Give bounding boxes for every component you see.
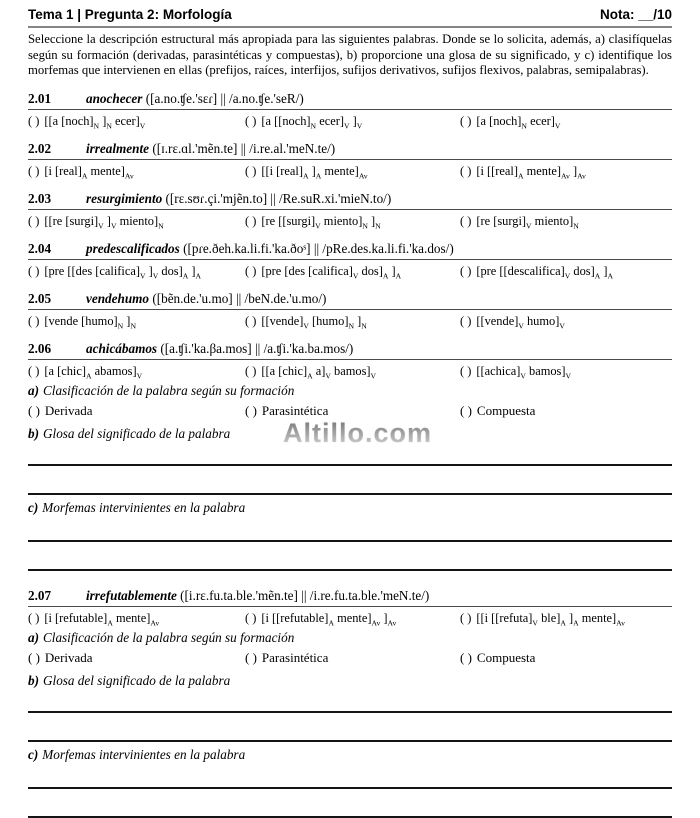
question-transcription: ([bẽn.de.'u.mo] || /beN.de.'u.mo/): [152, 291, 327, 307]
question-header: [28, 141, 672, 160]
option-structure: [pre [des $[califica]_V$ $dos]_A$ ]$_A$: [261, 264, 402, 281]
question-number: 2.05: [28, 291, 52, 307]
subquestion-b-text: Glosa del significado de la palabra: [43, 426, 231, 442]
score-field: Nota: __/10: [599, 7, 672, 22]
radio-placeholder[interactable]: ( ): [460, 264, 472, 279]
radio-placeholder[interactable]: ( ): [245, 611, 257, 626]
radio-placeholder[interactable]: ( ): [245, 164, 257, 179]
radio-placeholder[interactable]: ( ): [245, 264, 257, 279]
option-structure: [[a $[chic]_A$ $a]_V$ $bamos]_V$: [261, 364, 377, 381]
option[interactable]: [245, 610, 460, 627]
option[interactable]: [28, 263, 245, 280]
options-row: [28, 610, 672, 627]
radio-placeholder[interactable]: ( ): [28, 403, 40, 419]
subquestion-c-text: Morfemas intervinientes en la palabra: [42, 500, 246, 516]
question-header: [28, 588, 672, 607]
options-row: [28, 313, 672, 330]
question-header: [28, 91, 672, 110]
options-row: [28, 363, 672, 380]
subquestion-c-207: [28, 747, 672, 763]
classification-label: Derivada: [44, 403, 93, 419]
option[interactable]: [28, 213, 245, 230]
option[interactable]: [245, 213, 460, 230]
classification-label: Parasintética: [261, 650, 329, 666]
question-2-07: [28, 588, 672, 818]
question-header: [28, 191, 672, 210]
option[interactable]: [28, 313, 245, 330]
subquestion-c-206: [28, 500, 672, 516]
option-structure: [vende $[humo]_N$ ]$_N$: [44, 314, 136, 331]
radio-placeholder[interactable]: ( ): [245, 403, 257, 419]
question-word: anochecer: [86, 91, 143, 107]
option-structure: [$[vende]_V$ $humo]_V$: [476, 314, 565, 331]
subquestion-a-text: Clasificación de la palabra según su formación: [43, 630, 295, 646]
question-word: irrealmente: [86, 141, 150, 157]
option[interactable]: [460, 363, 672, 380]
option-structure: [[i $[real]_A$ ]$_A$ $mente]_{Av}$: [261, 164, 368, 181]
radio-placeholder[interactable]: ( ): [28, 164, 40, 179]
option-structure: [i [$[refutable]_A$ $mente]_{Av}$ ]$_{Av}$: [261, 611, 397, 628]
radio-placeholder[interactable]: ( ): [28, 214, 40, 229]
option-structure: [a $[noch]_N$ $ecer]_V$: [476, 114, 561, 131]
instructions-paragraph: Seleccione la descripción estructural más apropiada para las siguientes palabras. Donde se lo solicita, además, a) clasifíquelas según su formación (derivadas, parasintéticas y compuestas), b) proporcione una glosa de su significado, y c) identifique los morfemas que intervienen en ellas (prefijos, raíces, interfijos, sufijos derivativos, sufijos flexivos, palabras, semipalabras).: [28, 32, 672, 78]
options-row: [28, 263, 672, 280]
radio-placeholder[interactable]: ( ): [460, 650, 472, 666]
radio-placeholder[interactable]: ( ): [460, 364, 472, 379]
watermark: Altillo.com: [283, 418, 433, 448]
radio-placeholder[interactable]: ( ): [28, 264, 40, 279]
option[interactable]: [460, 163, 672, 180]
radio-placeholder[interactable]: ( ): [460, 314, 472, 329]
page-title: Tema 1 | Pregunta 2: Morfología: [28, 7, 232, 22]
question-header: [28, 291, 672, 310]
classification-label: Parasintética: [261, 403, 329, 419]
question-header: [28, 341, 672, 360]
classification-label: Compuesta: [476, 403, 536, 419]
options-row: [28, 113, 672, 130]
answer-line[interactable]: [28, 569, 672, 571]
option-structure: [a [$[noch]_N$ $ecer]_V$ ]$_V$: [261, 114, 363, 131]
subquestion-a-label: a): [28, 383, 39, 399]
radio-placeholder[interactable]: ( ): [28, 314, 40, 329]
option-structure: [a $[chic]_A$ $abamos]_V$: [44, 364, 143, 381]
question-transcription: ([i.rɛ.fu.ta.ble.'mẽn.te] || /i.re.fu.ta.ble.'meN.te/): [180, 588, 430, 604]
question-transcription: ([a.no.ʧe.'sɛɾ] || /a.no.ʧe.'seR/): [145, 91, 304, 107]
option[interactable]: [28, 163, 245, 180]
option[interactable]: [245, 113, 460, 130]
option-structure: [i [$[real]_A$ $mente]_{Av}$ ]$_{Av}$: [476, 164, 586, 181]
options-row: [28, 163, 672, 180]
question-2-02: [28, 141, 672, 180]
option[interactable]: [245, 363, 460, 380]
question-2-06: [28, 341, 672, 571]
classification-label: Compuesta: [476, 650, 536, 666]
classification-option-compuesta[interactable]: [460, 403, 672, 419]
question-2-04: [28, 241, 672, 280]
subquestion-b-text: Glosa del significado de la palabra: [43, 673, 231, 689]
classification-option-derivada[interactable]: [28, 403, 245, 419]
option[interactable]: [460, 313, 672, 330]
classification-option-compuesta[interactable]: [460, 650, 672, 666]
radio-placeholder[interactable]: ( ): [245, 314, 257, 329]
question-transcription: ([a.ʧi.'ka.βa.mos] || /a.ʧi.'ka.ba.mos/): [160, 341, 354, 357]
radio-placeholder[interactable]: ( ): [28, 650, 40, 666]
answer-line[interactable]: [28, 493, 672, 495]
option-structure: [$[vende]_V$ $[humo]_N$ ]$_N$: [261, 314, 367, 331]
subquestion-b-207: [28, 673, 672, 689]
question-word: achicábamos: [86, 341, 158, 357]
answer-line[interactable]: [28, 540, 672, 542]
radio-placeholder[interactable]: ( ): [245, 214, 257, 229]
radio-placeholder[interactable]: ( ): [245, 650, 257, 666]
answer-line[interactable]: [28, 711, 672, 713]
question-word: vendehumo: [86, 291, 150, 307]
question-word: predescalificados: [86, 241, 180, 257]
subquestion-a-label: a): [28, 630, 39, 646]
question-number: 2.01: [28, 91, 52, 107]
option-structure: [re $[surgi]_V$ $miento]_N$: [476, 214, 579, 231]
option[interactable]: [245, 313, 460, 330]
subquestion-c-label: c): [28, 500, 39, 516]
question-transcription: ([pɾe.ðeh.ka.li.fi.'ka.ðoˢ] || /pRe.des.ka.li.fi.'ka.dos/): [183, 241, 454, 257]
question-2-01: [28, 91, 672, 130]
radio-placeholder[interactable]: ( ): [460, 611, 472, 626]
option[interactable]: [28, 610, 245, 627]
answer-line[interactable]: [28, 464, 672, 466]
radio-placeholder[interactable]: ( ): [245, 114, 257, 129]
question-number: 2.03: [28, 191, 52, 207]
subquestion-a-text: Clasificación de la palabra según su formación: [43, 383, 295, 399]
classification-option-derivada[interactable]: [28, 650, 245, 666]
radio-placeholder[interactable]: ( ): [28, 114, 40, 129]
option-structure: [$[achica]_V$ $bamos]_V$: [476, 364, 572, 381]
subquestion-b-label: b): [28, 673, 39, 689]
question-word: irrefutablemente: [86, 588, 177, 604]
page-header: [28, 6, 672, 28]
answer-line[interactable]: [28, 787, 672, 789]
option[interactable]: [460, 610, 672, 627]
subquestion-a-207: [28, 630, 672, 646]
question-2-03: [28, 191, 672, 230]
option-structure: [[re $[surgi]_V$ ]$_V$ $miento]_N$: [44, 214, 164, 231]
classification-label: Derivada: [44, 650, 93, 666]
question-word: resurgimiento: [86, 191, 163, 207]
option-structure: [[i [$[refuta]_V$ $ble]_A$ ]$_A$ $mente]_{Av}$: [476, 611, 625, 628]
option-structure: [i $[real]_A$ $mente]_{Av}$: [44, 164, 134, 181]
option[interactable]: [460, 263, 672, 280]
option[interactable]: [28, 363, 245, 380]
option[interactable]: [28, 113, 245, 130]
option[interactable]: [245, 163, 460, 180]
subquestion-c-label: c): [28, 747, 39, 763]
question-number: 2.06: [28, 341, 52, 357]
radio-placeholder[interactable]: ( ): [245, 364, 257, 379]
radio-placeholder[interactable]: ( ): [460, 114, 472, 129]
subquestion-a-206: [28, 383, 672, 399]
question-header: [28, 241, 672, 260]
classification-option-parasintetica[interactable]: [245, 650, 460, 666]
option-structure: [pre [[des $[califica]_V$ ]$_V$ $dos]_A$ ]$_A$: [44, 264, 202, 281]
radio-placeholder[interactable]: ( ): [460, 164, 472, 179]
option-structure: [re [$[surgi]_V$ $miento]_N$ ]$_N$: [261, 214, 381, 231]
question-number: 2.04: [28, 241, 52, 257]
question-transcription: ([ɪ.rɛ.ɑl.'mẽn.te] || /i.re.al.'meN.te/): [152, 141, 336, 157]
question-number: 2.02: [28, 141, 52, 157]
option[interactable]: [460, 113, 672, 130]
answer-line[interactable]: [28, 740, 672, 742]
option-structure: [[a $[noch]_N$ ]$_N$ $ecer]_V$: [44, 114, 146, 131]
classification-options-207: [28, 650, 672, 666]
options-row: [28, 213, 672, 230]
radio-placeholder[interactable]: ( ): [28, 611, 40, 626]
option[interactable]: [460, 213, 672, 230]
subquestion-b-label: b): [28, 426, 39, 442]
option-structure: [i $[refutable]_A$ $mente]_{Av}$: [44, 611, 160, 628]
question-transcription: ([rɛ.sʊɾ.çi.'mjẽn.to] || /Re.suR.xi.'mieN.to/): [165, 191, 392, 207]
subquestion-c-text: Morfemas intervinientes en la palabra: [42, 747, 246, 763]
question-2-05: [28, 291, 672, 330]
radio-placeholder[interactable]: ( ): [460, 403, 472, 419]
option-structure: [pre [$[descalifica]_V$ $dos]_A$ ]$_A$: [476, 264, 614, 281]
radio-placeholder[interactable]: ( ): [28, 364, 40, 379]
question-number: 2.07: [28, 588, 52, 604]
radio-placeholder[interactable]: ( ): [460, 214, 472, 229]
option[interactable]: [245, 263, 460, 280]
